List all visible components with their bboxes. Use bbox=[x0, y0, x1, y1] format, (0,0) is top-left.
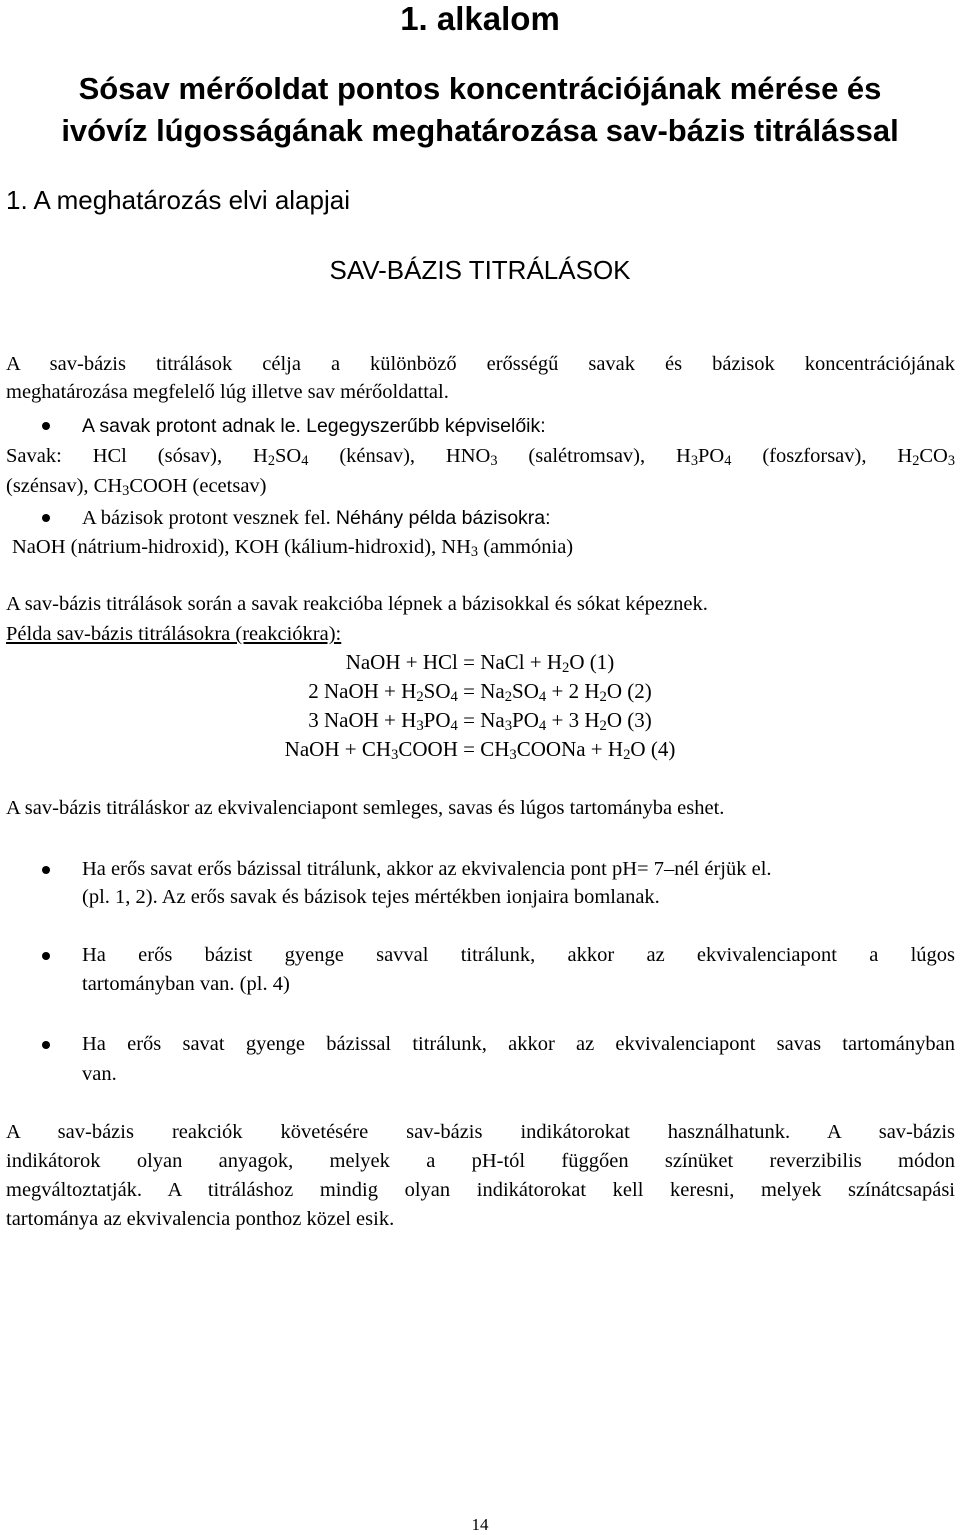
eq-part: 3 NaOH + H bbox=[308, 708, 417, 732]
acids-text-9: COOH (ecetsav) bbox=[129, 475, 267, 497]
eq-part: = Na bbox=[457, 708, 505, 732]
acids-text-5: PO bbox=[698, 445, 725, 467]
eq-part: SO bbox=[423, 679, 451, 703]
indicators-line-3: megváltoztatják. A titráláshoz mindig olyan indikátorokat kell keresni, melyek színátcsapási bbox=[6, 1179, 955, 1201]
bullet-dot bbox=[42, 1041, 50, 1049]
sub-3: 3 bbox=[690, 453, 699, 470]
sub-3: 3 bbox=[391, 747, 399, 764]
acids-text-3: (kénsav), HNO bbox=[308, 445, 491, 467]
case-2-line-2: tartományban van. (pl. 4) bbox=[82, 973, 290, 995]
bases-lead: Néhány példa bázisokra: bbox=[335, 507, 551, 529]
sub-2: 2 bbox=[912, 453, 920, 470]
sub-4: 4 bbox=[724, 453, 732, 470]
eq-part: O (3) bbox=[606, 708, 652, 732]
reaction-sentence: A sav-bázis titrálások során a savak reakcióba lépnek a bázisokkal és sókat képeznek. bbox=[6, 593, 708, 615]
acids-text-7: CO bbox=[919, 445, 948, 467]
session-title: 1. alkalom bbox=[400, 0, 560, 37]
acids-text-8: (szénsav), CH bbox=[6, 475, 123, 497]
acids-list-line-2 bbox=[6, 474, 955, 498]
bases-list-line bbox=[12, 535, 960, 559]
bases-bullet bbox=[82, 506, 955, 530]
acids-text-6: (foszforsav), H bbox=[731, 445, 913, 467]
equation-3 bbox=[0, 707, 960, 733]
eq-part: NaOH + HCl = NaCl + H bbox=[345, 650, 563, 674]
section-heading: 1. A meghatározás elvi alapjai bbox=[6, 185, 350, 215]
acids-text-2: SO bbox=[275, 445, 302, 467]
case-1-line-1: Ha erős savat erős bázissal titrálunk, akkor az ekvivalencia pont pH= 7–nél érjük el. bbox=[82, 858, 772, 880]
sub-2: 2 bbox=[599, 718, 607, 735]
sub-2: 2 bbox=[562, 660, 570, 677]
sub-4: 4 bbox=[301, 453, 309, 470]
indicators-line-2: indikátorok olyan anyagok, melyek a pH-tól függően színüket reverzibilis módon bbox=[6, 1150, 955, 1172]
eq-part: NaOH + CH bbox=[284, 737, 392, 761]
bullet-dot bbox=[42, 422, 50, 430]
eq-part: PO bbox=[423, 708, 451, 732]
sub-3: 3 bbox=[122, 483, 130, 500]
eq-part: + 2 H bbox=[546, 679, 600, 703]
main-title-line-2: ivóvíz lúgosságának meghatározása sav-bázis titrálással bbox=[61, 113, 899, 148]
acids-text-4: (salétromsav), H bbox=[497, 445, 691, 467]
sub-2: 2 bbox=[267, 453, 276, 470]
equivalence-sentence: A sav-bázis titráláskor az ekvivalenciapont semleges, savas és lúgos tartományba eshet. bbox=[6, 797, 725, 819]
acids-bullet-text: A savak protont adnak le. bbox=[82, 415, 301, 437]
eq-part: O (4) bbox=[630, 737, 676, 761]
sub-3: 3 bbox=[509, 747, 517, 764]
indicators-line-1: A sav-bázis reakciók követésére sav-bázis indikátorokat használhatunk. A sav-bázis bbox=[6, 1121, 955, 1143]
equation-1 bbox=[0, 649, 960, 675]
bases-bullet-text: A bázisok protont vesznek fel. bbox=[82, 507, 331, 529]
sub-4: 4 bbox=[450, 718, 458, 735]
equation-4 bbox=[0, 736, 960, 762]
eq-part: + 3 H bbox=[546, 708, 600, 732]
case-3-line-1: Ha erős savat gyenge bázissal titrálunk, akkor az ekvivalenciapont savas tartományban bbox=[82, 1033, 955, 1055]
sub-3: 3 bbox=[416, 718, 424, 735]
eq-part: = Na bbox=[457, 679, 505, 703]
eq-part: O (2) bbox=[606, 679, 652, 703]
sub-2: 2 bbox=[504, 689, 513, 706]
sub-4: 4 bbox=[538, 718, 547, 735]
bullet-dot bbox=[42, 866, 50, 874]
page-number: 14 bbox=[471, 1515, 489, 1534]
acids-text-1: Savak: HCl (sósav), H bbox=[6, 445, 268, 467]
bases-text: NaOH (nátrium-hidroxid), KOH (kálium-hidroxid), NH bbox=[12, 536, 471, 558]
sub-3: 3 bbox=[947, 453, 956, 470]
bullet-dot bbox=[42, 514, 50, 522]
indicators-line-4: tartománya az ekvivalencia ponthoz közel esik. bbox=[6, 1208, 395, 1230]
bases-text-end: (ammónia) bbox=[478, 536, 574, 558]
acids-list-line bbox=[6, 444, 955, 468]
case-2-line-1: Ha erős bázist gyenge savval titrálunk, akkor az ekvivalenciapont a lúgos bbox=[82, 944, 955, 966]
sub-2: 2 bbox=[599, 689, 607, 706]
sub-2: 2 bbox=[623, 747, 631, 764]
sub-4: 4 bbox=[450, 689, 458, 706]
intro-line-2: meghatározása megfelelő lúg illetve sav mérőoldattal. bbox=[6, 381, 449, 403]
case-3-line-2: van. bbox=[82, 1063, 117, 1085]
equation-2 bbox=[0, 678, 960, 704]
acids-bullet bbox=[82, 414, 955, 438]
sub-3: 3 bbox=[490, 453, 498, 470]
eq-part: 2 NaOH + H bbox=[308, 679, 417, 703]
subheading: SAV-BÁZIS TITRÁLÁSOK bbox=[329, 255, 631, 285]
eq-part: COOH = CH bbox=[398, 737, 510, 761]
eq-part: O (1) bbox=[569, 650, 615, 674]
sub-3: 3 bbox=[504, 718, 513, 735]
sub-2: 2 bbox=[416, 689, 424, 706]
eq-part: PO bbox=[512, 708, 539, 732]
sub-4: 4 bbox=[538, 689, 547, 706]
bullet-dot bbox=[42, 952, 50, 960]
intro-line-1: A sav-bázis titrálások célja a különböző erősségű savak és bázisok koncentrációjának bbox=[6, 353, 955, 375]
eq-part: COONa + H bbox=[516, 737, 624, 761]
examples-label: Példa sav-bázis titrálásokra (reakciókra): bbox=[6, 623, 342, 645]
case-1-line-2: (pl. 1, 2). Az erős savak és bázisok tejes mértékben ionjaira bomlanak. bbox=[82, 886, 660, 908]
main-title-line-1: Sósav mérőoldat pontos koncentrációjának mérése és bbox=[78, 71, 882, 106]
acids-lead: Legegyszerűbb képviselőik: bbox=[306, 415, 546, 437]
sub-3: 3 bbox=[470, 544, 479, 561]
eq-part: SO bbox=[512, 679, 539, 703]
